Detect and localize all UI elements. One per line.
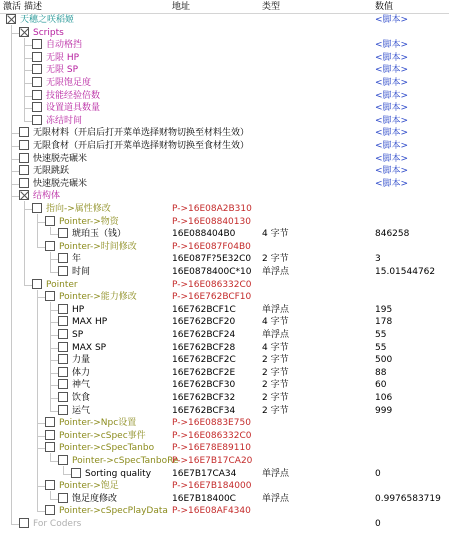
header-type[interactable]: 类型 <box>262 2 281 12</box>
row-type: 2 字节 <box>262 367 289 378</box>
tree-connector <box>50 491 51 499</box>
row-description: 天穗之咲稻姬 <box>20 15 75 25</box>
row-description: 快速脱壳碾米 <box>33 178 88 189</box>
row-description: 力量 <box>72 355 91 366</box>
row-value[interactable]: <脚本> <box>375 78 409 88</box>
column-header <box>0 0 449 14</box>
row-value[interactable]: <脚本> <box>375 153 409 164</box>
row-description: 无限 HP <box>46 52 80 63</box>
tree-connector <box>37 448 45 449</box>
tree-connector <box>37 511 45 512</box>
tree-connector <box>11 159 19 160</box>
row-value[interactable]: <脚本> <box>375 65 409 76</box>
row-value[interactable]: 3 <box>375 254 381 265</box>
tree-connector <box>11 524 19 525</box>
activate-checkbox[interactable] <box>58 367 68 377</box>
activate-checkbox[interactable] <box>58 342 68 352</box>
row-value[interactable]: <脚本> <box>375 15 409 25</box>
activate-checkbox[interactable] <box>45 505 55 515</box>
table-row[interactable] <box>0 203 449 215</box>
row-address: 16E762BCF34 <box>172 405 236 416</box>
activate-checkbox[interactable] <box>45 417 55 427</box>
row-description: 饱足度修改 <box>72 493 118 504</box>
row-description: 技能经验倍数 <box>46 90 101 101</box>
table-row[interactable] <box>0 291 449 303</box>
tree-connector <box>11 171 19 172</box>
tree-connector <box>37 423 45 424</box>
row-address: 16E7B17CA34 <box>172 468 237 479</box>
row-value[interactable]: 0.9976583719 <box>375 493 441 504</box>
header-description[interactable]: 描述 <box>24 2 43 12</box>
row-address: P->16E08840130 <box>172 216 251 227</box>
tree-connector <box>50 322 58 323</box>
table-row[interactable] <box>0 39 449 51</box>
row-description: 神气 <box>72 380 91 391</box>
row-type: 2 字节 <box>262 355 289 366</box>
row-description: 无限跳跃 <box>33 166 70 177</box>
row-description: Pointer->时间修改 <box>59 241 137 252</box>
tree-connector <box>24 70 32 71</box>
activate-checkbox[interactable] <box>58 228 68 238</box>
row-description: 快速脱壳碾米 <box>33 153 88 164</box>
row-description: 时间 <box>72 267 91 277</box>
row-description: MAX HP <box>72 317 108 328</box>
table-row[interactable] <box>0 90 449 102</box>
activate-checkbox[interactable] <box>19 165 29 175</box>
row-description: SP <box>72 330 84 340</box>
row-type: 单浮点 <box>262 267 290 277</box>
row-address: P->16E7B184000 <box>172 481 252 492</box>
row-description: Pointer->Npc设置 <box>59 418 137 429</box>
table-row[interactable] <box>0 190 449 202</box>
activate-checkbox[interactable] <box>45 480 55 490</box>
row-address: P->16E08A2B310 <box>172 204 252 214</box>
table-row[interactable] <box>0 52 449 64</box>
tree-connector <box>50 252 51 272</box>
tree-connector <box>50 310 58 311</box>
table-row[interactable] <box>0 417 449 429</box>
table-row[interactable] <box>0 253 449 265</box>
activate-checkbox[interactable] <box>58 379 68 389</box>
table-row[interactable] <box>0 379 449 391</box>
tree-connector <box>50 272 58 273</box>
activate-checkbox[interactable] <box>58 392 68 402</box>
table-row[interactable] <box>0 165 449 177</box>
activate-checkbox[interactable] <box>58 304 68 314</box>
tree-connector <box>24 45 32 46</box>
activate-checkbox[interactable] <box>19 153 29 163</box>
row-value[interactable]: <脚本> <box>375 128 409 139</box>
activate-checkbox[interactable] <box>58 354 68 364</box>
table-row[interactable] <box>0 115 449 127</box>
tree-connector <box>50 411 58 412</box>
tree-connector <box>37 247 45 248</box>
table-row[interactable] <box>0 480 449 492</box>
tree-connector <box>50 234 58 235</box>
table-row[interactable] <box>0 228 449 240</box>
row-value[interactable]: 60 <box>375 380 387 391</box>
row-value[interactable]: <脚本> <box>375 40 409 51</box>
row-address: 16E762BCF30 <box>172 380 236 391</box>
row-description: Scripts <box>33 27 64 38</box>
activate-checkbox[interactable] <box>58 329 68 339</box>
row-type: 2 字节 <box>262 380 289 391</box>
tree-connector <box>11 133 19 134</box>
table-row[interactable] <box>0 342 449 354</box>
tree-connector <box>37 297 45 298</box>
row-type: 2 字节 <box>262 393 289 403</box>
tree-connector <box>50 461 58 462</box>
tree-connector <box>50 259 58 260</box>
row-value[interactable]: <脚本> <box>375 52 409 63</box>
table-row[interactable] <box>0 329 449 341</box>
row-address: 16E088404B0 <box>172 229 236 240</box>
row-description: 饮食 <box>72 393 91 403</box>
tree-connector <box>24 121 32 122</box>
row-description: 无限饱足度 <box>46 78 92 88</box>
tree-connector <box>24 285 32 286</box>
activate-checkbox[interactable] <box>32 77 42 87</box>
tree-connector <box>50 385 58 386</box>
tree-connector <box>50 398 58 399</box>
row-value[interactable]: 999 <box>375 405 393 416</box>
tree-connector <box>63 466 64 474</box>
activate-checkbox[interactable] <box>19 127 29 137</box>
row-description: MAX SP <box>72 342 107 353</box>
tree-connector <box>50 453 51 461</box>
row-description: 琥珀玉（钱） <box>72 229 127 240</box>
table-row[interactable] <box>0 505 449 517</box>
tree-connector <box>50 373 58 374</box>
tree-connector <box>37 436 45 437</box>
table-row[interactable] <box>0 140 449 152</box>
activate-checkbox[interactable] <box>45 430 55 440</box>
activate-checkbox[interactable] <box>32 90 42 100</box>
activate-checkbox[interactable] <box>58 455 68 465</box>
activate-checkbox[interactable] <box>58 493 68 503</box>
activate-checkbox[interactable] <box>32 52 42 62</box>
row-value[interactable]: <脚本> <box>375 166 409 177</box>
table-row[interactable] <box>0 430 449 442</box>
row-description: 冻结时间 <box>46 115 83 126</box>
tree-connector <box>50 227 51 235</box>
tree-connector <box>50 360 58 361</box>
table-row[interactable] <box>0 354 449 366</box>
row-type: 单浮点 <box>262 468 290 479</box>
tree-connector <box>37 222 45 223</box>
tree-connector <box>11 25 12 524</box>
table-row[interactable] <box>0 178 449 190</box>
row-description: 无限 SP <box>46 65 79 76</box>
table-row[interactable] <box>0 241 449 253</box>
row-description: 设置道具数量 <box>46 103 101 114</box>
tree-connector <box>24 108 32 109</box>
table-row[interactable] <box>0 279 449 291</box>
table-row[interactable] <box>0 102 449 114</box>
row-value[interactable]: <脚本> <box>375 178 409 189</box>
row-description: Pointer->cSpecTanboRe <box>72 456 179 466</box>
row-description: For Coders <box>33 519 82 529</box>
row-value[interactable]: 178 <box>375 317 393 328</box>
row-description: Pointer->能力修改 <box>59 292 137 303</box>
tree-connector <box>50 302 51 410</box>
row-type: 2 字节 <box>262 405 289 416</box>
row-description: 运气 <box>72 405 91 416</box>
tree-connector <box>24 201 25 284</box>
table-row[interactable] <box>0 216 449 228</box>
tree-connector <box>37 290 38 512</box>
table-row[interactable] <box>0 442 449 454</box>
activate-checkbox[interactable] <box>32 203 42 213</box>
row-description: Pointer->cSpecTanbo <box>59 443 155 454</box>
tree-connector <box>50 348 58 349</box>
row-address: P->16E7B17CA20 <box>172 456 253 466</box>
row-address: P->16E086332C0 <box>172 279 252 290</box>
table-row[interactable] <box>0 367 449 379</box>
tree-connector <box>11 33 19 34</box>
table-row[interactable] <box>0 14 449 26</box>
row-value[interactable]: <脚本> <box>375 90 409 101</box>
row-value[interactable]: 500 <box>375 355 393 366</box>
row-address: P->16E08AF4340 <box>172 506 251 517</box>
activate-checkbox[interactable] <box>45 241 55 251</box>
activate-checkbox[interactable] <box>19 178 29 188</box>
tree-connector <box>50 335 58 336</box>
row-value[interactable]: <脚本> <box>375 141 409 151</box>
activate-checkbox[interactable] <box>19 140 29 150</box>
row-address: 16E0878400C*10 <box>172 267 252 277</box>
row-address: P->16E086332C0 <box>172 430 252 441</box>
row-type: 4 字节 <box>262 229 289 240</box>
activate-checkbox[interactable] <box>32 279 42 289</box>
tree-connector <box>63 474 71 475</box>
row-type: 单浮点 <box>262 304 290 315</box>
activate-checkbox[interactable] <box>19 190 29 200</box>
row-value[interactable]: 846258 <box>375 229 410 240</box>
tree-connector <box>24 58 32 59</box>
tree-connector <box>24 96 32 97</box>
activate-checkbox[interactable] <box>6 14 16 24</box>
row-description: Pointer->cSpecPlayData <box>59 506 168 517</box>
row-description: 指向->属性修改 <box>46 204 111 214</box>
row-description: 结构体 <box>33 191 61 202</box>
row-value[interactable]: 55 <box>375 342 387 353</box>
row-value[interactable]: 106 <box>375 393 393 403</box>
row-type: 2 字节 <box>262 254 289 265</box>
row-type: 单浮点 <box>262 330 290 340</box>
row-description: HP <box>72 304 85 315</box>
tree-connector <box>37 486 45 487</box>
table-row[interactable] <box>0 27 449 39</box>
tree-connector <box>37 214 38 247</box>
row-description: Pointer->饱足 <box>59 481 119 492</box>
tree-connector <box>24 83 32 84</box>
row-description: Pointer->cSpec事件 <box>59 430 146 441</box>
row-description: Pointer <box>46 279 78 290</box>
row-value[interactable]: 0 <box>375 519 381 529</box>
activate-checkbox[interactable] <box>58 266 68 276</box>
table-row[interactable] <box>0 316 449 328</box>
row-description: 年 <box>72 254 82 265</box>
row-value[interactable]: 195 <box>375 304 393 315</box>
table-row[interactable] <box>0 127 449 139</box>
row-description: 体力 <box>72 367 91 378</box>
activate-checkbox[interactable] <box>45 442 55 452</box>
tree-connector <box>50 499 58 500</box>
row-description: 自动格挡 <box>46 40 83 51</box>
activate-checkbox[interactable] <box>32 102 42 112</box>
row-address: 16E762BCF1C <box>172 304 236 315</box>
row-description: 无限材料（开启后打开菜单选择财物切换至材料生效） <box>33 128 250 139</box>
table-row[interactable] <box>0 266 449 278</box>
table-row[interactable] <box>0 304 449 316</box>
row-address: 16E762BCF32 <box>172 393 236 403</box>
activate-checkbox[interactable] <box>32 115 42 125</box>
row-address: P->16E0883E750 <box>172 418 251 429</box>
tree-connector <box>11 146 19 147</box>
tree-connector <box>11 196 19 197</box>
activate-checkbox[interactable] <box>58 405 68 415</box>
row-value[interactable]: 0 <box>375 468 381 479</box>
row-type: 4 字节 <box>262 317 289 328</box>
tree-connector <box>24 209 32 210</box>
table-row[interactable] <box>0 493 449 505</box>
row-address: P->16E087F04B0 <box>172 241 251 252</box>
row-value[interactable]: 55 <box>375 330 387 340</box>
row-type: 4 字节 <box>262 342 289 353</box>
row-value[interactable]: <脚本> <box>375 115 409 126</box>
table-row[interactable] <box>0 518 449 530</box>
table-row[interactable] <box>0 64 449 76</box>
table-row[interactable] <box>0 153 449 165</box>
row-type: 单浮点 <box>262 493 290 504</box>
row-address: 16E7B18400C <box>172 493 236 504</box>
row-address: 16E762BCF20 <box>172 317 236 328</box>
activate-checkbox[interactable] <box>45 216 55 226</box>
row-value[interactable]: <脚本> <box>375 103 409 114</box>
row-address: 16E762BCF28 <box>172 342 236 353</box>
table-row[interactable] <box>0 455 449 467</box>
row-description: Sorting quality <box>85 468 152 479</box>
activate-checkbox[interactable] <box>58 253 68 263</box>
header-address[interactable]: 地址 <box>172 2 191 12</box>
row-value[interactable]: 88 <box>375 367 387 378</box>
row-address: 16E762BCF2C <box>172 355 236 366</box>
activate-checkbox[interactable] <box>32 64 42 74</box>
row-description: Pointer->物资 <box>59 216 119 227</box>
activate-checkbox[interactable] <box>71 468 81 478</box>
header-value[interactable]: 数值 <box>375 2 394 12</box>
row-value[interactable]: 15.01544762 <box>375 267 436 277</box>
table-row[interactable] <box>0 77 449 89</box>
table-row[interactable] <box>0 392 449 404</box>
header-active[interactable]: 激活 <box>3 2 22 12</box>
row-address: P->16E78E89110 <box>172 443 251 454</box>
tree-connector <box>11 184 19 185</box>
row-address: 16E762BCF24 <box>172 330 236 340</box>
row-address: 16E762BCF2E <box>172 367 236 378</box>
row-address: P->16E762BCF10 <box>172 292 252 303</box>
activate-checkbox[interactable] <box>32 39 42 49</box>
table-row[interactable] <box>0 405 449 417</box>
row-address: 16E087F?5E32C0 <box>172 254 252 265</box>
activate-checkbox[interactable] <box>19 518 29 528</box>
activate-checkbox[interactable] <box>19 27 29 37</box>
activate-checkbox[interactable] <box>58 316 68 326</box>
activate-checkbox[interactable] <box>45 291 55 301</box>
row-description: 无限食材（开启后打开菜单选择财物切换至食材生效） <box>33 141 250 151</box>
